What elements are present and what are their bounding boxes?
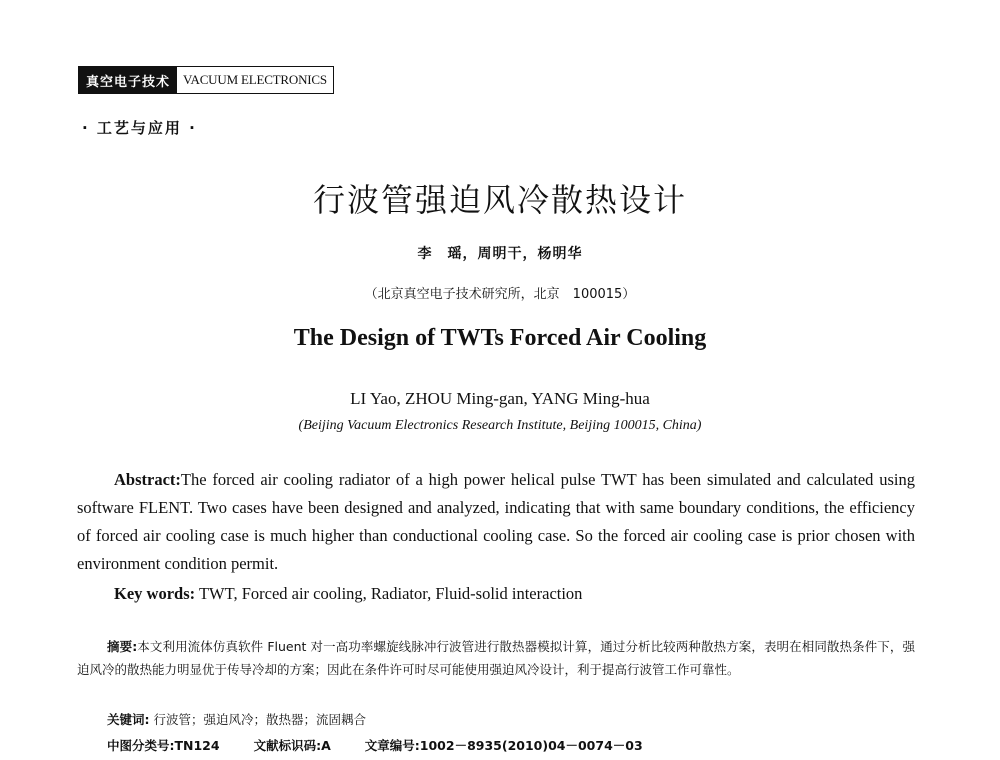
keywords-cn-text: 行波管；强迫风冷；散热器；流固耦合 bbox=[153, 712, 366, 727]
affiliation-en: (Beijing Vacuum Electronics Research Institute, Beijing 100015, China) bbox=[298, 418, 702, 433]
keywords-en-text: TWT, Forced air cooling, Radiator, Fluid-solid interaction bbox=[198, 584, 583, 603]
article-number: 文章编号:1002－8935(2010)04－0074－03 bbox=[364, 738, 643, 753]
abstract-en-label: Abstract: bbox=[114, 470, 181, 489]
authors-cn: 李 瑶，周明干，杨明华 bbox=[417, 246, 583, 262]
journal-name-en: VACUUM ELECTRONICS bbox=[177, 67, 333, 93]
journal-badge bbox=[78, 66, 334, 94]
journal-name-cn: 真空电子技术 bbox=[79, 67, 177, 93]
section-tag: · 工艺与应用 · bbox=[82, 119, 197, 137]
abstract-en-text: The forced air cooling radiator of a high power helical pulse TWT has been simulated and calculated using software FLENT. Two cases have been designed and analyzed, indicating that with same boundary conditions, the efficiency of forced air cooling case is much higher than conductional cooling case. So the forced air cooling case is prior chosen with environment condition permit. bbox=[77, 470, 915, 573]
authors-en: LI Yao, ZHOU Ming-gan, YANG Ming-hua bbox=[350, 389, 650, 408]
keywords-en-label: Key words: bbox=[114, 584, 196, 603]
document-code: 文献标识码:A bbox=[253, 738, 331, 753]
classification-line bbox=[107, 736, 643, 756]
title-cn: 行波管强迫风冷散热设计 bbox=[312, 181, 687, 219]
keywords-en bbox=[114, 580, 582, 608]
keywords-cn bbox=[107, 710, 366, 730]
affiliation-cn: （北京真空电子技术研究所，北京 100015） bbox=[364, 287, 636, 302]
abstract-cn-text: 本文利用流体仿真软件 Fluent 对一高功率螺旋线脉冲行波管进行散热器模拟计算，通过分析比较两种散热方案，表明在相同散热条件下，强迫风冷的散热能力明显优于传导冷却的方案；因此在条件许可时尽可能使用强迫风冷设计，利于提高行波管工作可靠性。 bbox=[77, 639, 915, 677]
abstract-en bbox=[77, 466, 915, 578]
title-en: The Design of TWTs Forced Air Cooling bbox=[293, 325, 707, 351]
abstract-cn bbox=[77, 635, 915, 681]
abstract-cn-label: 摘要: bbox=[107, 639, 138, 654]
keywords-cn-label: 关键词: bbox=[107, 712, 150, 727]
clc-number: 中图分类号:TN124 bbox=[107, 738, 220, 753]
